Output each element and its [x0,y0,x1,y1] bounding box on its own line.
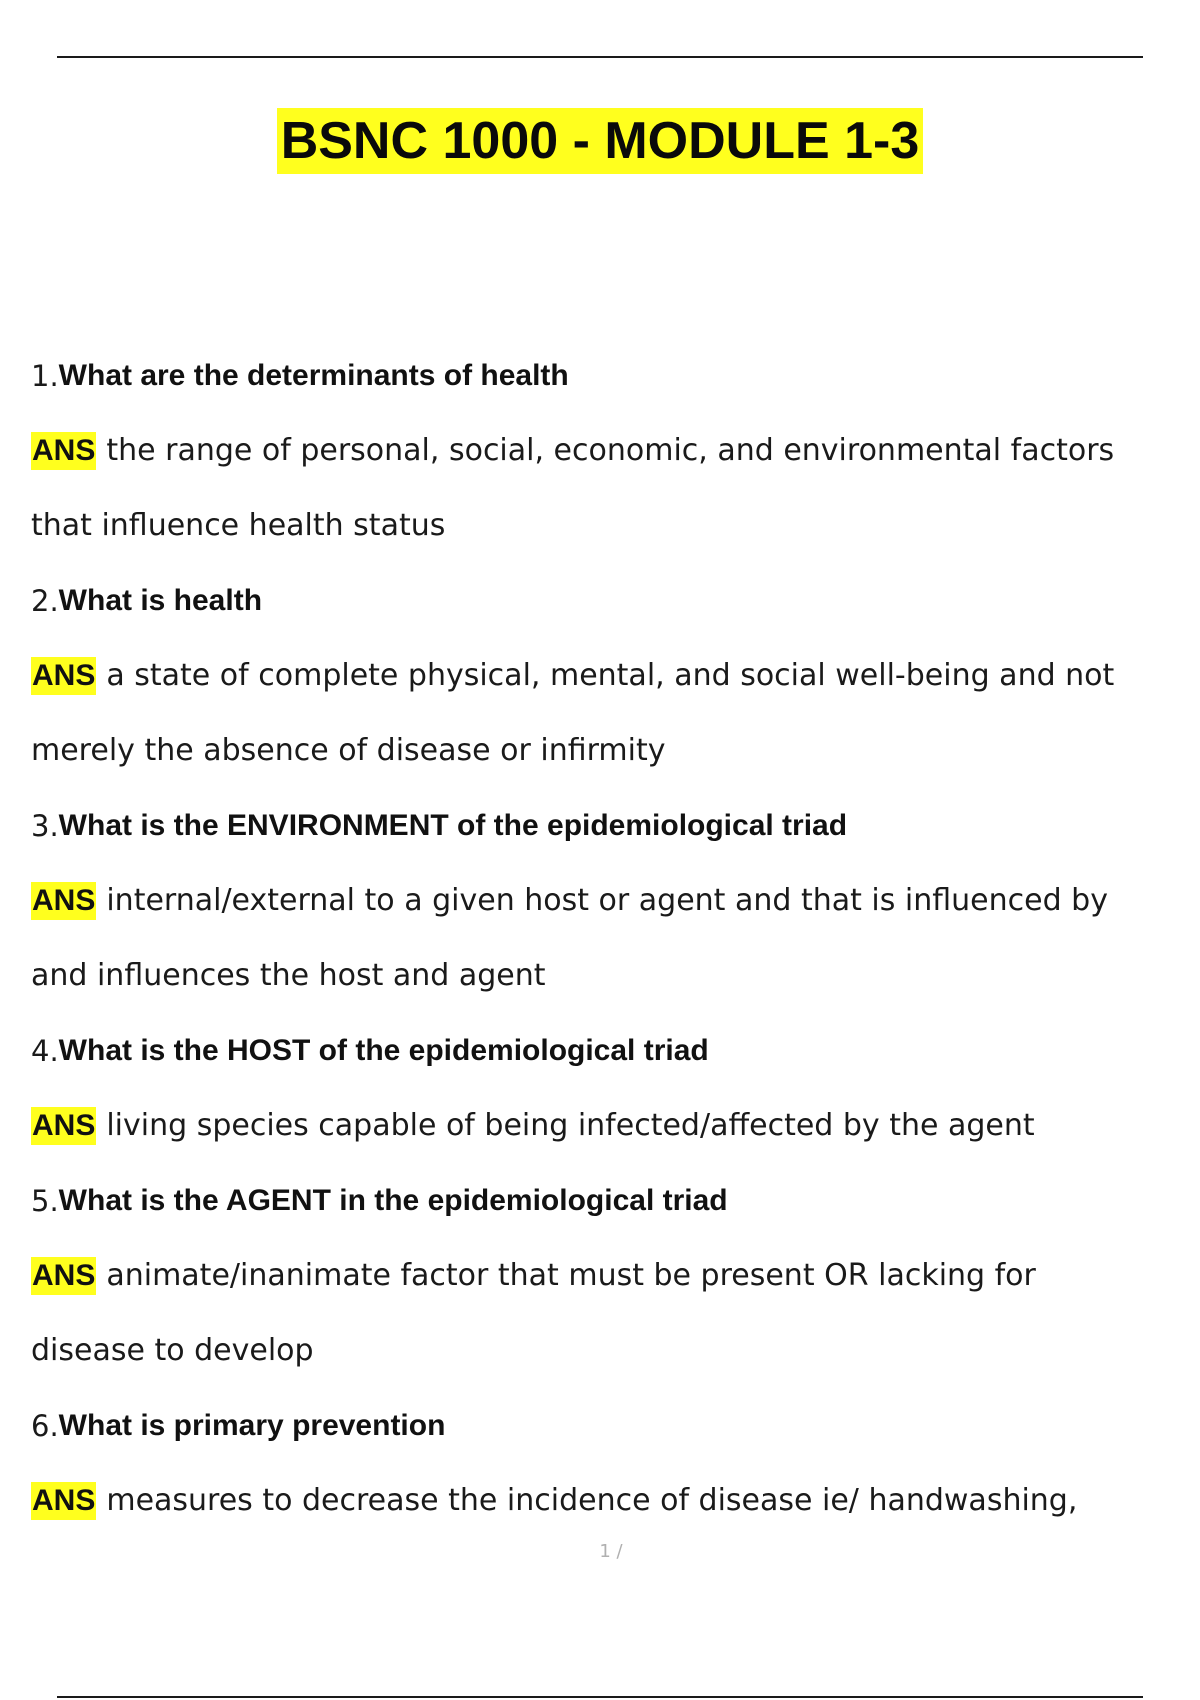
page-number: 1 / [599,1541,623,1562]
question-text: What is the AGENT in the epidemiological triad [58,1183,728,1217]
answer-label: ANS [31,657,96,695]
answer-text: a state of complete physical, mental, and social well-being and not [106,658,1115,693]
answer-label: ANS [31,432,96,470]
question-3 [31,788,1191,863]
question-number: 3. [31,808,59,843]
answer-text: internal/external to a given host or agent and that is influenced by [106,883,1108,918]
answer-continuation: merely the absence of disease or infirmity [31,733,666,768]
top-rule [57,56,1143,58]
question-text: What is the ENVIRONMENT of the epidemiological triad [58,808,848,842]
question-text: What is primary prevention [58,1408,446,1442]
qa-list [31,338,1191,1538]
answer-label: ANS [31,882,96,920]
answer-label: ANS [31,1482,96,1520]
answer-label: ANS [31,1257,96,1295]
answer-continuation: disease to develop [31,1333,314,1368]
question-1 [31,338,1191,413]
question-2 [31,563,1191,638]
answer-text: measures to decrease the incidence of disease ie/ handwashing, [106,1483,1078,1518]
bottom-rule [57,1696,1143,1698]
question-number: 1. [31,358,59,393]
document-title: BSNC 1000 - MODULE 1-3 [277,108,924,174]
question-5 [31,1163,1191,1238]
answer-continuation: that influence health status [31,508,446,543]
answer-continuation: and influences the host and agent [31,958,546,993]
answer-6 [31,1463,1191,1538]
question-number: 2. [31,583,59,618]
question-text: What is health [58,583,263,617]
answer-4 [31,1088,1191,1163]
question-4 [31,1013,1191,1088]
answer-3 [31,863,1191,938]
question-number: 5. [31,1183,59,1218]
title-block [0,108,1200,174]
answer-2 [31,638,1191,713]
question-text: What are the determinants of health [58,358,569,392]
question-6 [31,1388,1191,1463]
answer-label: ANS [31,1107,96,1145]
question-number: 6. [31,1408,59,1443]
question-number: 4. [31,1033,59,1068]
answer-text: the range of personal, social, economic, and environmental factors [106,433,1115,468]
answer-1 [31,413,1191,488]
answer-5 [31,1238,1191,1313]
answer-text: living species capable of being infected/affected by the agent [106,1108,1035,1143]
answer-text: animate/inanimate factor that must be present OR lacking for [106,1258,1036,1293]
question-text: What is the HOST of the epidemiological triad [58,1033,709,1067]
